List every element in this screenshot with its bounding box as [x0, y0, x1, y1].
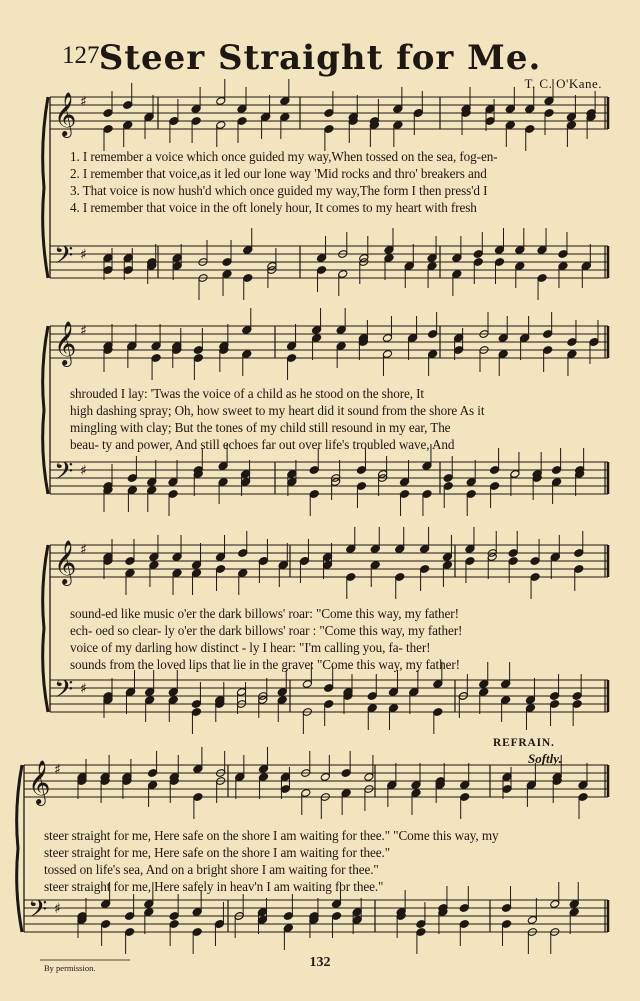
lyric-line: high dashing spray; Oh, how sweet to my heart did it sound from the shore As it: [70, 403, 485, 418]
key-signature-sharp: ♯: [80, 542, 87, 558]
bass-clef: 𝄢: [54, 457, 74, 492]
key-signature-sharp: ♯: [80, 247, 87, 263]
page-number: 132: [309, 955, 331, 970]
system-brace: [17, 765, 22, 932]
lyric-line: 1. I remember a voice which once guided my way,When tossed on the sea, fog-en-: [70, 149, 498, 164]
key-signature-sharp: ♯: [80, 323, 87, 339]
lyric-line: sounds from the loved lips that lie in the grave: "Come this way, my father!: [70, 657, 460, 672]
treble-clef: 𝄞: [28, 760, 51, 804]
composer-credit: T. C. O'Kane.: [524, 76, 602, 91]
lyric-line: voice of my darling how distinct - ly I hear: "I'm calling you, fa- ther!: [70, 640, 431, 655]
system-brace: [43, 326, 48, 494]
key-signature-sharp: ♯: [54, 762, 61, 778]
lyric-line: tossed on life's sea, And on a bright shore I am waiting for thee.": [44, 862, 379, 877]
lyric-line: 3. That voice is now hush'd which once guided my way,The form I then press'd I: [70, 183, 488, 198]
lyric-line: mingling with clay; But the tones of my child still resound in my ear, The: [70, 420, 451, 435]
lyric-line: steer straight for me, Here safe on the shore I am waiting for thee.": [44, 845, 390, 860]
system-brace: [43, 97, 48, 278]
treble-clef: 𝄞: [54, 540, 77, 584]
lyric-line: beau- ty and power, And still echoes far out over life's troubled wave, And: [70, 437, 455, 452]
lyric-line: sound-ed like music o'er the dark billows' roar: "Come this way, my father!: [70, 606, 459, 621]
lyric-line: 4. I remember that voice in the oft lonely hour, It comes to my heart with fresh: [70, 200, 477, 215]
lyric-line: 2. I remember that voice,as it led our lone way 'Mid rocks and thro' breakers and: [70, 166, 487, 181]
treble-clef: 𝄞: [54, 321, 77, 365]
dynamic-marking: Softly.: [528, 751, 562, 766]
bass-clef: 𝄢: [54, 241, 74, 276]
bass-clef: 𝄢: [54, 675, 74, 710]
lyric-line: shrouded I lay: 'Twas the voice of a child as he stood on the shore, It: [70, 386, 424, 401]
lyric-line: ech- oed so clear- ly o'er the dark billows' roar : "Come this way, my father!: [70, 623, 463, 638]
key-signature-sharp: ♯: [54, 901, 61, 917]
hymn-number: 127: [62, 42, 100, 69]
hymn-title: Steer Straight for Me.: [98, 38, 542, 78]
system-brace: [43, 545, 48, 712]
permission-note: By permission.: [44, 963, 96, 973]
lyric-line: steer straight for me, Here safe on the shore I am waiting for thee." "Come this way, my: [44, 828, 499, 843]
key-signature-sharp: ♯: [80, 94, 87, 110]
bass-clef: 𝄢: [28, 895, 48, 930]
refrain-marking: REFRAIN.: [493, 737, 555, 749]
lyric-line: steer straight for me, Here safely in heav'n I am waiting for thee.": [44, 879, 384, 894]
treble-clef: 𝄞: [54, 92, 77, 136]
key-signature-sharp: ♯: [80, 681, 87, 697]
key-signature-sharp: ♯: [80, 463, 87, 479]
